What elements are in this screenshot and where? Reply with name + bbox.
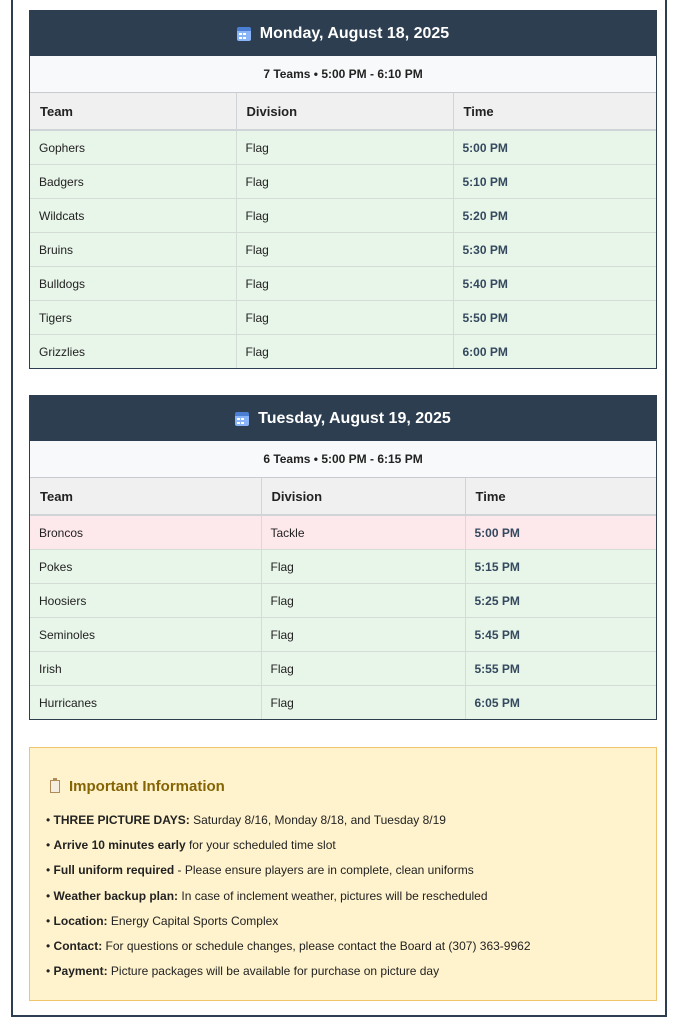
info-item-text: Saturday 8/16, Monday 8/18, and Tuesday 8/19	[189, 813, 446, 827]
info-item: • THREE PICTURE DAYS: Saturday 8/16, Monday 8/18, and Tuesday 8/19	[46, 813, 446, 827]
time-cell: 5:00 PM	[465, 515, 656, 550]
calendar-icon	[235, 412, 249, 426]
info-item: • Payment: Picture packages will be available for purchase on picture day	[46, 964, 440, 979]
info-item-text: In case of inclement weather, pictures will be rescheduled	[178, 888, 488, 903]
time-cell: 5:15 PM	[465, 550, 656, 584]
team-cell: Bulldogs	[30, 267, 236, 301]
time-cell: 5:10 PM	[453, 165, 656, 199]
table-row	[30, 652, 656, 686]
team-cell: Tigers	[30, 301, 236, 335]
table-header-row	[30, 478, 656, 515]
table-row	[30, 233, 656, 267]
division-cell: Flag	[236, 267, 453, 301]
team-cell: Bruins	[30, 233, 236, 267]
schedule-table	[30, 478, 656, 719]
table-row	[30, 267, 656, 301]
column-header-time: Time	[465, 478, 656, 515]
division-cell: Flag	[236, 335, 453, 369]
time-cell: 6:05 PM	[465, 686, 656, 720]
time-cell: 5:00 PM	[453, 130, 656, 165]
team-cell: Broncos	[30, 515, 261, 550]
info-item-label: Full uniform required	[53, 863, 175, 878]
info-item-label: Weather backup plan:	[53, 888, 179, 903]
info-item-text: for your scheduled time slot	[185, 838, 336, 853]
info-item-label: THREE PICTURE DAYS:	[53, 813, 190, 827]
time-cell: 5:40 PM	[453, 267, 656, 301]
table-row	[30, 199, 656, 233]
day-header	[30, 396, 656, 441]
column-header-team: Team	[30, 478, 261, 515]
table-row	[30, 550, 656, 584]
division-cell: Flag	[261, 550, 465, 584]
division-cell: Flag	[236, 233, 453, 267]
table-row	[30, 515, 656, 550]
team-cell: Pokes	[30, 550, 261, 584]
info-item-text: - Please ensure players are in complete, clean uniforms	[174, 863, 474, 878]
day-title: Tuesday, August 19, 2025	[258, 409, 451, 427]
time-cell: 5:45 PM	[465, 618, 656, 652]
division-cell: Tackle	[261, 515, 465, 550]
column-header-division: Division	[261, 478, 465, 515]
day-title: Monday, August 18, 2025	[259, 24, 450, 42]
team-cell: Hoosiers	[30, 584, 261, 618]
division-cell: Flag	[236, 301, 453, 335]
time-cell: 5:20 PM	[453, 199, 656, 233]
time-cell: 5:25 PM	[465, 584, 656, 618]
info-title-text: Important Information	[69, 778, 225, 795]
time-cell: 6:00 PM	[453, 335, 656, 369]
info-item-label: Location:	[53, 913, 108, 928]
team-cell: Gophers	[30, 130, 236, 165]
division-cell: Flag	[261, 584, 465, 618]
team-cell: Seminoles	[30, 618, 261, 652]
table-row	[30, 301, 656, 335]
division-cell: Flag	[261, 686, 465, 720]
table-row	[30, 618, 656, 652]
calendar-icon	[237, 27, 251, 41]
day-header	[30, 11, 656, 56]
schedule-day-monday	[29, 10, 657, 369]
division-cell: Flag	[261, 618, 465, 652]
time-cell: 5:30 PM	[453, 233, 656, 267]
info-item-text: Energy Capital Sports Complex	[107, 913, 279, 928]
division-cell: Flag	[236, 165, 453, 199]
table-row	[30, 686, 656, 720]
info-item: • Contact: For questions or schedule changes, please contact the Board at (307) 363-9962	[46, 939, 531, 954]
division-cell: Flag	[236, 199, 453, 233]
column-header-division: Division	[236, 93, 453, 130]
info-item-label: Payment:	[53, 964, 108, 979]
table-row	[30, 584, 656, 618]
info-item-label: Arrive 10 minutes early	[53, 838, 186, 853]
schedule-day-tuesday	[29, 395, 657, 720]
schedule-table	[30, 93, 656, 368]
info-item: • Location: Energy Capital Sports Complex	[46, 913, 279, 928]
team-cell: Badgers	[30, 165, 236, 199]
day-summary: 6 Teams • 5:00 PM - 6:15 PM	[30, 441, 656, 478]
day-summary: 7 Teams • 5:00 PM - 6:10 PM	[30, 56, 656, 93]
table-row	[30, 130, 656, 165]
info-item: • Weather backup plan: In case of inclement weather, pictures will be rescheduled	[46, 888, 488, 903]
time-cell: 5:55 PM	[465, 652, 656, 686]
team-cell: Irish	[30, 652, 261, 686]
division-cell: Flag	[261, 652, 465, 686]
team-cell: Grizzlies	[30, 335, 236, 369]
info-title	[50, 778, 640, 795]
team-cell: Wildcats	[30, 199, 236, 233]
column-header-team: Team	[30, 93, 236, 130]
info-item-text: Picture packages will be available for purchase on picture day	[107, 964, 440, 979]
clipboard-icon	[50, 780, 60, 793]
table-row	[30, 165, 656, 199]
table-row	[30, 335, 656, 369]
info-item-text: For questions or schedule changes, please contact the Board at (307) 363-9962	[102, 939, 531, 954]
table-header-row	[30, 93, 656, 130]
info-item-label: Contact:	[53, 939, 103, 954]
division-cell: Flag	[236, 130, 453, 165]
info-item: • Full uniform required - Please ensure players are in complete, clean uniforms	[46, 863, 474, 878]
time-cell: 5:50 PM	[453, 301, 656, 335]
team-cell: Hurricanes	[30, 686, 261, 720]
column-header-time: Time	[453, 93, 656, 130]
info-item: • Arrive 10 minutes early for your scheduled time slot	[46, 838, 336, 853]
important-info-box	[29, 747, 657, 1001]
